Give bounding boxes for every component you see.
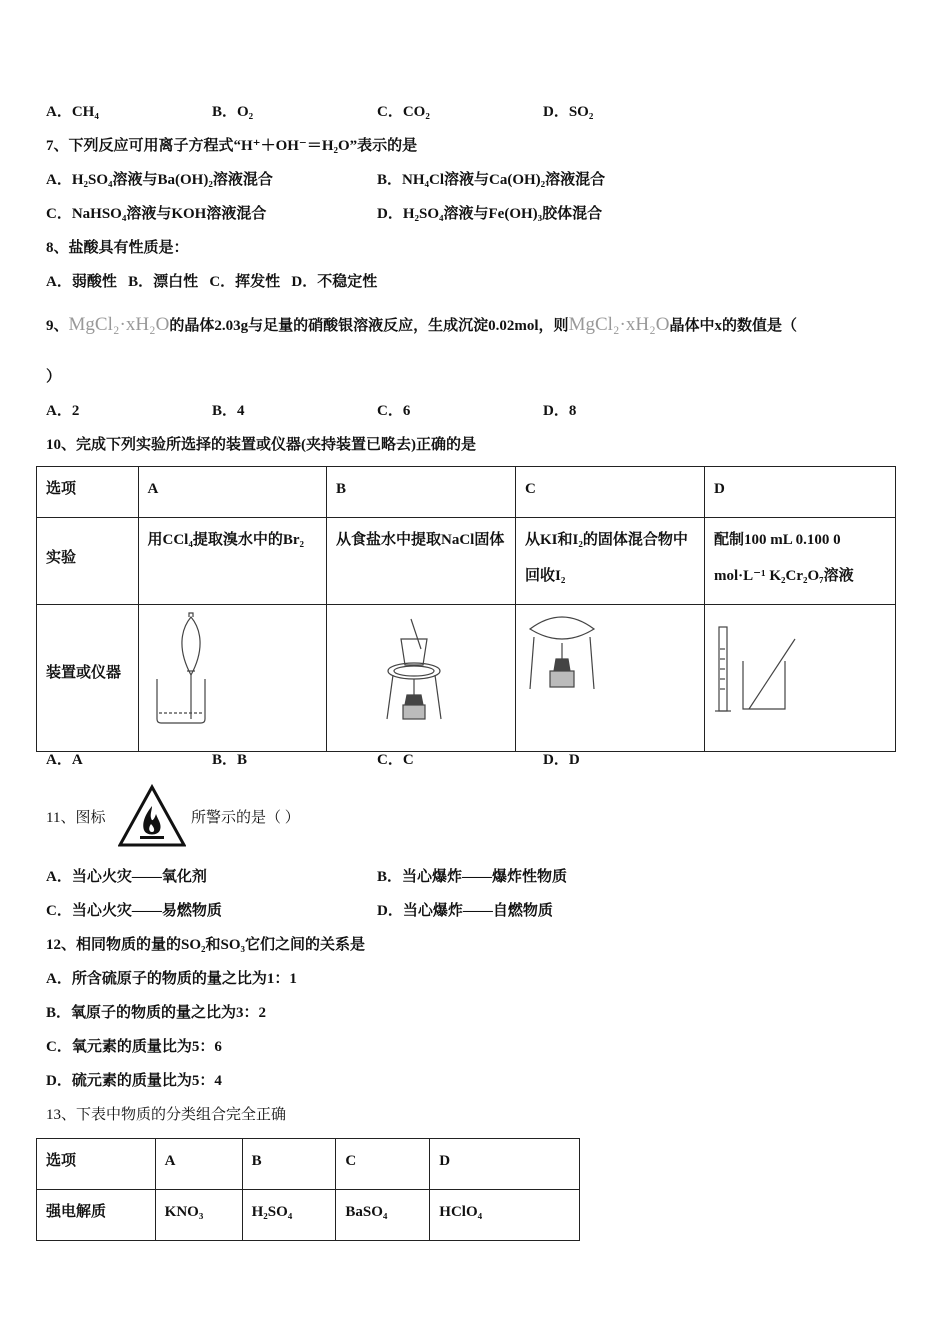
q13-stem: 13、下表中物质的分类组合完全正确: [46, 1107, 287, 1123]
q7-option-b: B．NH₄Cl溶液与Ca(OH)₂溶液混合: [377, 172, 606, 188]
q10-apparatus-b: [327, 605, 516, 752]
q7-option-d: D．H₂SO₄溶液与Fe(OH)₃胶体混合: [377, 206, 603, 222]
q10-stem: 10、完成下列实验所选择的装置或仪器(夹持装置已略去)正确的是: [46, 437, 476, 453]
q12-stem: 12、相同物质的量的SO₂和SO₃它们之间的关系是: [46, 937, 366, 953]
q13-header-a: A: [155, 1139, 242, 1190]
q6-option-b: B．O₂: [212, 104, 254, 120]
q10-experiment-b: 从食盐水中提取NaCl固体: [327, 518, 516, 605]
evaporating-setup-icon: [331, 609, 511, 729]
separatory-funnel-icon: [149, 609, 249, 729]
q11-stem-after: 所警示的是（ ）: [191, 810, 300, 826]
q7-option-a: A．H₂SO₄溶液与Ba(OH)₂溶液混合: [46, 172, 273, 188]
q12-option-c: C．氧元素的质量比为5：6: [46, 1039, 222, 1055]
graduated-cylinder-beaker-icon: [709, 609, 889, 719]
q10-apparatus-a: [138, 605, 326, 752]
q10-header-b: B: [327, 467, 516, 518]
q10-option-b: B．B: [212, 752, 248, 768]
q9-stem: [46, 316, 797, 335]
q9-option-a: A．2: [46, 403, 80, 419]
q9-number: 9、: [46, 318, 69, 334]
q8-stem: 8、盐酸具有性质是：: [46, 240, 189, 256]
q9-formula-1: MgCl₂·xH₂O: [68, 314, 170, 335]
q8-options: A．弱酸性 B．漂白性 C．挥发性 D．不稳定性: [46, 274, 378, 290]
q7-option-c: C．NaHSO₄溶液与KOH溶液混合: [46, 206, 267, 222]
q12-option-b: B．氧原子的物质的量之比为3：2: [46, 1005, 267, 1021]
q13-header-option: 选项: [37, 1139, 156, 1190]
q13-cell-a: KNO₃: [155, 1190, 242, 1241]
q11-option-c: C．当心火灾——易燃物质: [46, 903, 222, 919]
q13-row-label: 强电解质: [37, 1190, 156, 1241]
q13-header-b: B: [242, 1139, 336, 1190]
q10-experiment-d: 配制100 mL 0.100 0 mol·L⁻¹ K₂Cr₂O₇溶液: [705, 518, 896, 605]
q13-header-d: D: [430, 1139, 580, 1190]
q13-table: [36, 1138, 580, 1241]
q10-option-a: A．A: [46, 752, 83, 768]
q10-apparatus-c: [516, 605, 705, 752]
q10-row-label-apparatus: 装置或仪器: [37, 605, 139, 752]
q10-row-label-option: 选项: [37, 467, 139, 518]
q10-option-c: C．C: [377, 752, 414, 768]
q9-option-b: B．4: [212, 403, 245, 419]
q12-option-a: A．所含硫原子的物质的量之比为1：1: [46, 971, 297, 987]
q10-experiment-a: 用CCl₄提取溴水中的Br₂: [138, 518, 326, 605]
q9-option-d: D．8: [543, 403, 577, 419]
q9-text-1: 的晶体2.03g与足量的硝酸银溶液反应，生成沉淀0.02mol，则: [169, 318, 569, 334]
q10-experiment-c: 从KI和I₂的固体混合物中回收I₂: [516, 518, 705, 605]
q6-option-d: D．SO₂: [543, 104, 594, 120]
flammable-hazard-icon: [118, 784, 186, 848]
q13-header-c: C: [336, 1139, 430, 1190]
q11-option-b: B．当心爆炸——爆炸性物质: [377, 869, 568, 885]
q11-option-a: A．当心火灾——氧化剂: [46, 869, 207, 885]
q10-header-c: C: [516, 467, 705, 518]
q10-apparatus-d: [705, 605, 896, 752]
q6-option-c: C．CO₂: [377, 104, 430, 120]
q9-formula-2: MgCl₂·xH₂O: [568, 314, 670, 335]
q10-table: [36, 466, 896, 752]
q10-option-d: D．D: [543, 752, 580, 768]
q6-option-a: A．CH₄: [46, 104, 99, 120]
q9-option-c: C．6: [377, 403, 411, 419]
sublimation-setup-icon: [520, 609, 700, 709]
q10-header-a: A: [138, 467, 326, 518]
q9-close-paren: ）: [46, 369, 62, 385]
q9-text-2: 晶体中x的数值是（: [669, 318, 797, 334]
q7-stem: 7、下列反应可用离子方程式“H⁺＋OH⁻＝H₂O”表示的是: [46, 138, 418, 154]
q10-header-d: D: [705, 467, 896, 518]
q13-cell-c: BaSO₄: [336, 1190, 430, 1241]
q10-row-label-experiment: 实验: [37, 518, 139, 605]
q11-stem-before: 11、图标: [46, 810, 106, 826]
q13-cell-b: H₂SO₄: [242, 1190, 336, 1241]
q13-cell-d: HClO₄: [430, 1190, 580, 1241]
q12-option-d: D．硫元素的质量比为5：4: [46, 1073, 222, 1089]
q11-option-d: D．当心爆炸——自燃物质: [377, 903, 553, 919]
